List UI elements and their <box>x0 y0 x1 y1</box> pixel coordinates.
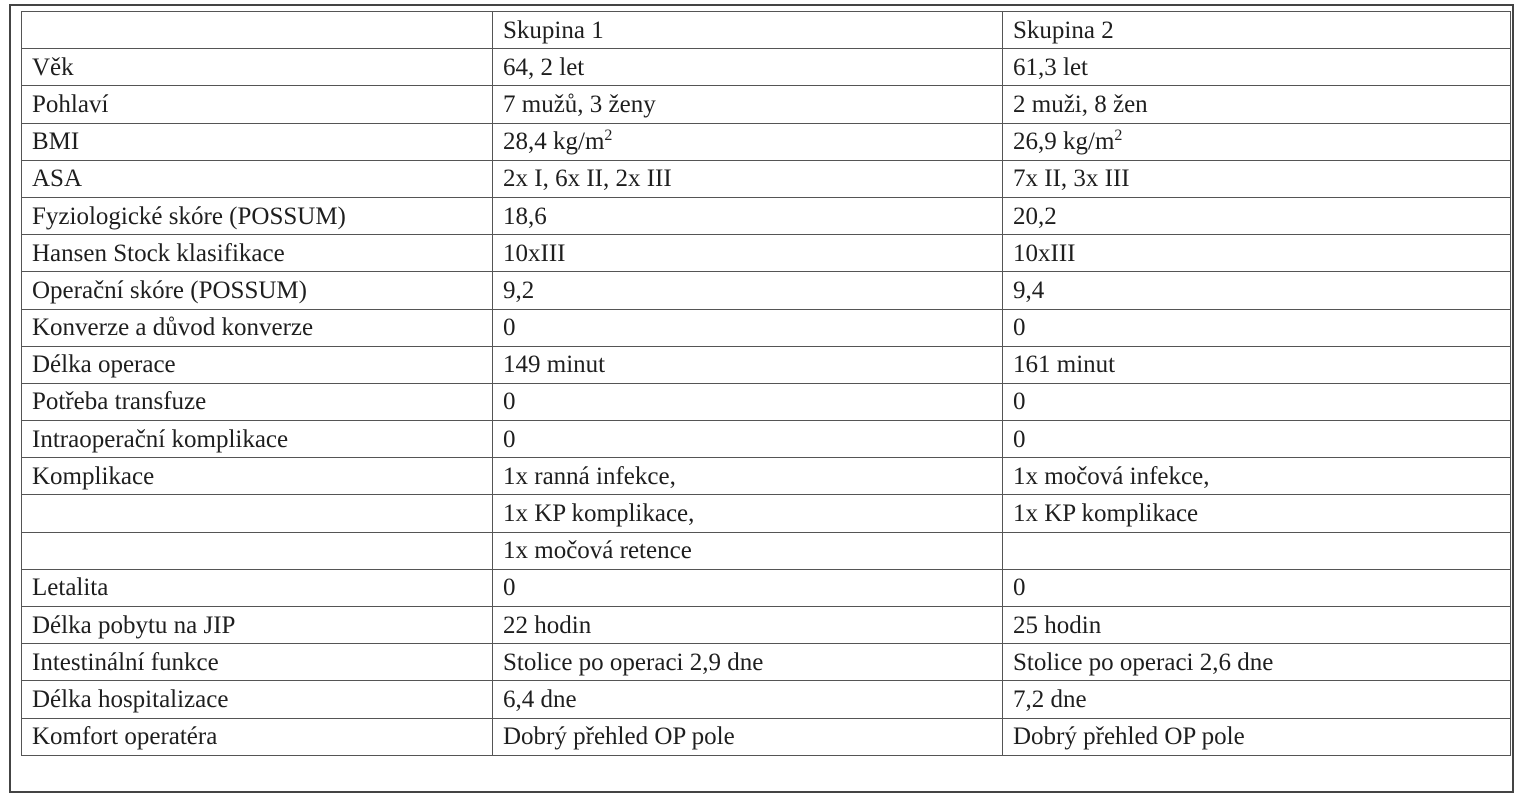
cell-skupina-1: 0 <box>493 383 1003 420</box>
cell-skupina-2: 20,2 <box>1003 197 1511 234</box>
header-cell-skupina-2: Skupina 2 <box>1003 12 1511 49</box>
cell-skupina-1: 9,2 <box>493 272 1003 309</box>
table-row <box>22 495 1511 532</box>
cell-skupina-2: 0 <box>1003 421 1511 458</box>
cell-skupina-2: 1x KP komplikace <box>1003 495 1511 532</box>
table-row <box>22 569 1511 606</box>
cell-skupina-1: 1x KP komplikace, <box>493 495 1003 532</box>
row-label <box>22 495 493 532</box>
table-row <box>22 644 1511 681</box>
row-label: Potřeba transfuze <box>22 383 493 420</box>
row-label: Fyziologické skóre (POSSUM) <box>22 197 493 234</box>
row-label: Hansen Stock klasifikace <box>22 235 493 272</box>
row-label: Komplikace <box>22 458 493 495</box>
cell-skupina-1: 22 hodin <box>493 607 1003 644</box>
table-row <box>22 718 1511 755</box>
row-label: Délka pobytu na JIP <box>22 607 493 644</box>
cell-skupina-1: 2x I, 6x II, 2x III <box>493 160 1003 197</box>
table-row <box>22 607 1511 644</box>
comparison-table <box>21 11 1511 756</box>
cell-skupina-2: 9,4 <box>1003 272 1511 309</box>
cell-skupina-2: 0 <box>1003 383 1511 420</box>
table-row <box>22 272 1511 309</box>
row-label: Letalita <box>22 569 493 606</box>
cell-skupina-1 <box>493 123 1003 160</box>
cell-skupina-1: 7 mužů, 3 ženy <box>493 86 1003 123</box>
cell-skupina-1: 0 <box>493 569 1003 606</box>
cell-skupina-2: Dobrý přehled OP pole <box>1003 718 1511 755</box>
table-row <box>22 383 1511 420</box>
cell-value: 28,4 kg/m <box>503 128 605 156</box>
cell-skupina-1: 1x ranná infekce, <box>493 458 1003 495</box>
table-row <box>22 346 1511 383</box>
header-cell-skupina-1: Skupina 1 <box>493 12 1003 49</box>
row-label: Konverze a důvod konverze <box>22 309 493 346</box>
cell-skupina-2: 25 hodin <box>1003 607 1511 644</box>
cell-skupina-1: Stolice po operaci 2,9 dne <box>493 644 1003 681</box>
cell-skupina-1: 1x močová retence <box>493 532 1003 569</box>
table-row <box>22 197 1511 234</box>
cell-skupina-1: 10xIII <box>493 235 1003 272</box>
cell-skupina-2: 1x močová infekce, <box>1003 458 1511 495</box>
cell-skupina-2: 7x II, 3x III <box>1003 160 1511 197</box>
cell-skupina-1: 18,6 <box>493 197 1003 234</box>
table-row <box>22 309 1511 346</box>
row-label: Věk <box>22 49 493 86</box>
table-row <box>22 160 1511 197</box>
cell-skupina-1: 0 <box>493 309 1003 346</box>
cell-skupina-2: 0 <box>1003 309 1511 346</box>
row-label: Intraoperační komplikace <box>22 421 493 458</box>
cell-skupina-1: 149 minut <box>493 346 1003 383</box>
cell-skupina-2: 2 muži, 8 žen <box>1003 86 1511 123</box>
cell-value: 26,9 kg/m <box>1013 128 1115 156</box>
header-cell-empty <box>22 12 493 49</box>
row-label: BMI <box>22 123 493 160</box>
cell-skupina-2 <box>1003 123 1511 160</box>
superscript: 2 <box>1114 127 1123 145</box>
row-label <box>22 532 493 569</box>
row-label: Operační skóre (POSSUM) <box>22 272 493 309</box>
row-label: Komfort operatéra <box>22 718 493 755</box>
table-row <box>22 421 1511 458</box>
cell-skupina-1: 6,4 dne <box>493 681 1003 718</box>
table-row <box>22 235 1511 272</box>
row-label: Pohlaví <box>22 86 493 123</box>
cell-skupina-1: Dobrý přehled OP pole <box>493 718 1003 755</box>
table-row <box>22 49 1511 86</box>
row-label: Délka hospitalizace <box>22 681 493 718</box>
cell-skupina-2: 0 <box>1003 569 1511 606</box>
row-label: ASA <box>22 160 493 197</box>
cell-skupina-2: Stolice po operaci 2,6 dne <box>1003 644 1511 681</box>
table-row <box>22 123 1511 160</box>
cell-skupina-2 <box>1003 532 1511 569</box>
table-header-row <box>22 12 1511 49</box>
table-row <box>22 681 1511 718</box>
cell-skupina-2: 10xIII <box>1003 235 1511 272</box>
cell-skupina-2: 7,2 dne <box>1003 681 1511 718</box>
table-row <box>22 532 1511 569</box>
row-label: Intestinální funkce <box>22 644 493 681</box>
table-row <box>22 458 1511 495</box>
cell-skupina-2: 161 minut <box>1003 346 1511 383</box>
row-label: Délka operace <box>22 346 493 383</box>
superscript: 2 <box>604 127 613 145</box>
cell-skupina-1: 64, 2 let <box>493 49 1003 86</box>
cell-skupina-2: 61,3 let <box>1003 49 1511 86</box>
cell-skupina-1: 0 <box>493 421 1003 458</box>
table-row <box>22 86 1511 123</box>
